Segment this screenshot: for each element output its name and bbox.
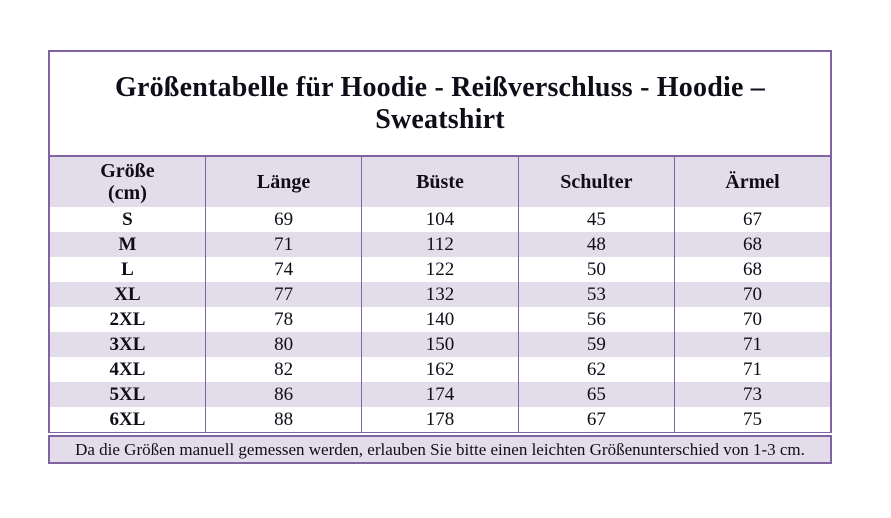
table-header-row: [49, 157, 831, 207]
measurement-cell: 74: [205, 257, 361, 282]
measurement-cell: 178: [362, 407, 518, 433]
measurement-cell: 150: [362, 332, 518, 357]
size-label-cell: 3XL: [109, 334, 146, 355]
measurement-cell: 70: [675, 282, 831, 307]
measurement-cell: 67: [518, 407, 674, 433]
column-header-size: [49, 157, 205, 207]
size-label-cell: 5XL: [109, 384, 146, 405]
measurement-cell: 71: [675, 357, 831, 382]
measurement-cell: 62: [518, 357, 674, 382]
measurement-cell: 68: [675, 232, 831, 257]
column-header-schulter: Schulter: [518, 157, 674, 207]
measurement-cell: 80: [205, 332, 361, 357]
size-table: [48, 157, 832, 433]
measurement-cell: 112: [362, 232, 518, 257]
measurement-cell: 78: [205, 307, 361, 332]
table-row: [49, 407, 831, 433]
column-header-size-line2: (cm): [108, 182, 147, 204]
measurement-cell: 88: [205, 407, 361, 433]
size-label-cell: 6XL: [109, 409, 146, 430]
table-row: [49, 382, 831, 407]
measurement-cell: 82: [205, 357, 361, 382]
size-label-cell: 2XL: [109, 309, 146, 330]
measurement-cell: 68: [675, 257, 831, 282]
measurement-cell: 71: [675, 332, 831, 357]
measurement-note-box: [48, 435, 832, 464]
measurement-cell: 140: [362, 307, 518, 332]
chart-title-box: [48, 50, 832, 157]
measurement-cell: 45: [518, 207, 674, 232]
measurement-cell: 53: [518, 282, 674, 307]
measurement-cell: 104: [362, 207, 518, 232]
table-row: [49, 332, 831, 357]
page-title: Größentabelle für Hoodie - Reißverschluss - Hoodie – Sweatshirt: [115, 71, 765, 135]
measurement-cell: 56: [518, 307, 674, 332]
measurement-cell: 122: [362, 257, 518, 282]
measurement-cell: 70: [675, 307, 831, 332]
measurement-cell: 69: [205, 207, 361, 232]
measurement-cell: 132: [362, 282, 518, 307]
measurement-cell: 67: [675, 207, 831, 232]
column-header-size-line1: Größe: [100, 159, 155, 182]
column-header-laenge: Länge: [205, 157, 361, 207]
table-row: [49, 232, 831, 257]
measurement-cell: 86: [205, 382, 361, 407]
measurement-cell: 73: [675, 382, 831, 407]
measurement-cell: 75: [675, 407, 831, 433]
table-row: [49, 357, 831, 382]
column-header-aermel: Ärmel: [675, 157, 831, 207]
table-row: [49, 282, 831, 307]
measurement-cell: 48: [518, 232, 674, 257]
column-header-bueste: Büste: [362, 157, 518, 207]
measurement-cell: 174: [362, 382, 518, 407]
size-label-cell: 4XL: [109, 359, 146, 380]
measurement-cell: 71: [205, 232, 361, 257]
measurement-cell: 65: [518, 382, 674, 407]
measurement-cell: 59: [518, 332, 674, 357]
measurement-cell: 162: [362, 357, 518, 382]
table-row: [49, 307, 831, 332]
size-label-cell: L: [121, 259, 134, 280]
measurement-note: Da die Größen manuell gemessen werden, erlauben Sie bitte einen leichten Größenunterschied von 1-3 cm.: [75, 440, 805, 459]
size-label-cell: XL: [114, 284, 141, 305]
size-label-cell: M: [118, 234, 137, 255]
size-label-cell: S: [122, 209, 133, 230]
table-row: [49, 207, 831, 232]
size-chart-sheet: [48, 50, 832, 464]
table-row: [49, 257, 831, 282]
measurement-cell: 50: [518, 257, 674, 282]
measurement-cell: 77: [205, 282, 361, 307]
